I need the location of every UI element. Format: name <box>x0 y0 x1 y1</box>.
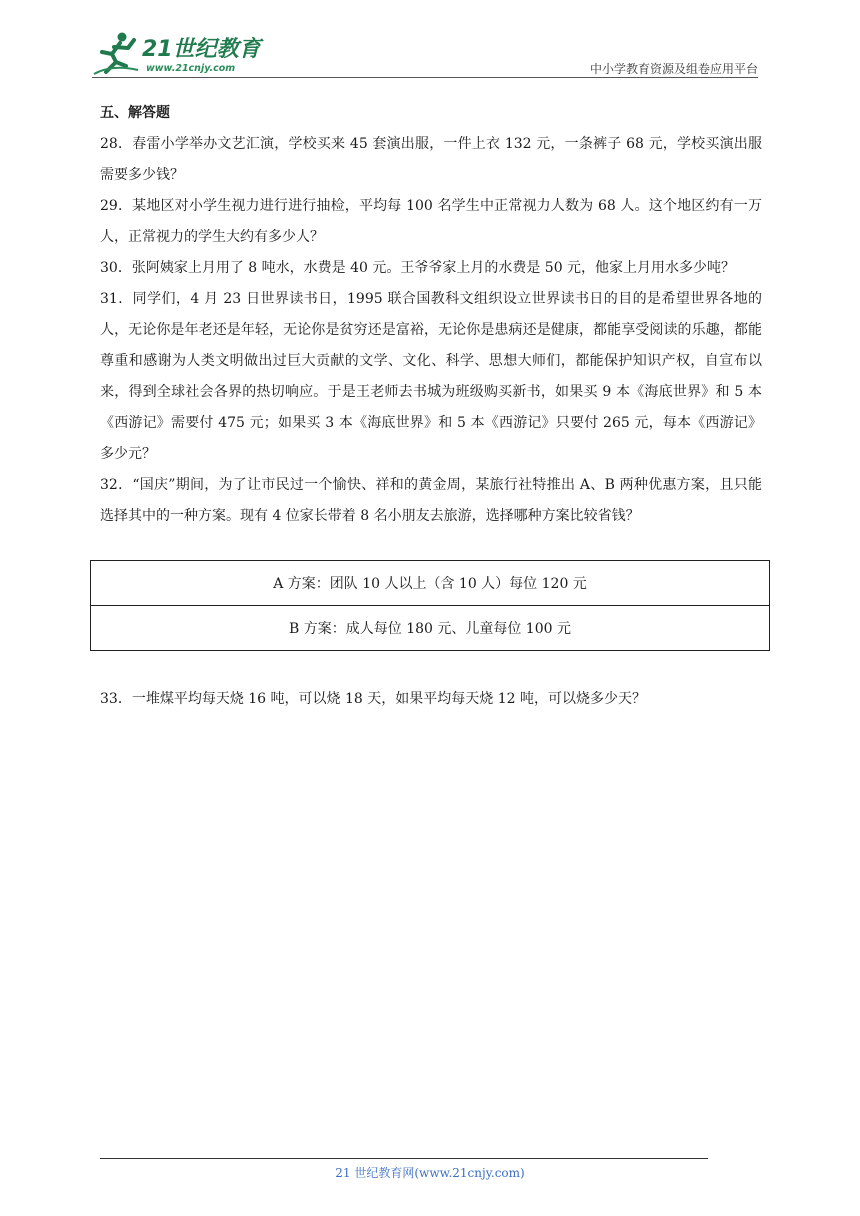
logo-url: www.21cnjy.com <box>146 63 236 74</box>
question-text: 30．张阿姨家上月用了 8 吨水，水费是 40 元。王爷爷家上月的水费是 50 元，他家上月用水多少吨？ <box>100 260 736 276</box>
plan-b-cell: B 方案：成人每位 180 元、儿童每位 100 元 <box>91 606 770 651</box>
plan-a-cell: A 方案：团队 10 人以上（含 10 人）每位 120 元 <box>91 561 770 606</box>
question-32 <box>100 470 762 532</box>
header-divider <box>92 77 758 78</box>
question-28 <box>100 129 762 191</box>
platform-label: 中小学教育资源及组卷应用平台 <box>589 62 758 76</box>
question-31 <box>100 284 762 470</box>
question-text: 29．某地区对小学生视力进行进行抽检，平均每 100 名学生中正常视力人数为 68 人。这个地区约有一万人，正常视力的学生大约有多少人？ <box>100 198 762 245</box>
question-30 <box>100 253 762 284</box>
table-row <box>91 606 770 651</box>
question-text: 31．同学们，4 月 23 日世界读书日，1995 联合国教科文组织设立世界读书日的目的是希望世界各地的人，无论你是年老还是年轻，无论你是贫穷还是富裕，无论你是患病还是健康，都能享受阅读的乐趣，都能尊重和感谢为人类文明做出过巨大贡献的文学、文化、科学、思想大师们，都能保护知识产权，自宣布以来，得到全球社会各界的热切响应。于是王老师去书城为班级购买新书，如果买 9 本《海底世界》和 5 本《西游记》需要付 475 元；如果买 3 本《海底世界》和 5 本《西游记》只要付 265 元，每本《西游记》多少元？ <box>100 291 762 462</box>
question-text: 28．春雷小学举办文艺汇演，学校买来 45 套演出服，一件上衣 132 元，一条裤子 68 元，学校买演出服需要多少钱？ <box>100 136 762 183</box>
footer-text: 21 世纪教育网(www.21cnjy.com) <box>335 1166 525 1180</box>
question-section <box>100 98 762 532</box>
question-text: 32．“国庆”期间，为了让市民过一个愉快、祥和的黄金周，某旅行社特推出 A、B 两种优惠方案，且只能选择其中的一种方案。现有 4 位家长带着 8 名小朋友去旅游，选择哪种方案比较省钱？ <box>100 477 762 524</box>
footer-divider <box>100 1158 708 1159</box>
logo-text: 21世纪教育 <box>142 37 261 62</box>
section-title: 五、解答题 <box>100 105 170 121</box>
runner-logo-icon <box>92 30 142 76</box>
question-33: 33．一堆煤平均每天烧 16 吨，可以烧 18 天，如果平均每天烧 12 吨，可以烧多少天？ <box>100 691 646 707</box>
page-header <box>92 28 758 80</box>
logo <box>92 28 262 80</box>
question-29 <box>100 191 762 253</box>
table-row <box>91 561 770 606</box>
plan-table <box>90 560 770 651</box>
